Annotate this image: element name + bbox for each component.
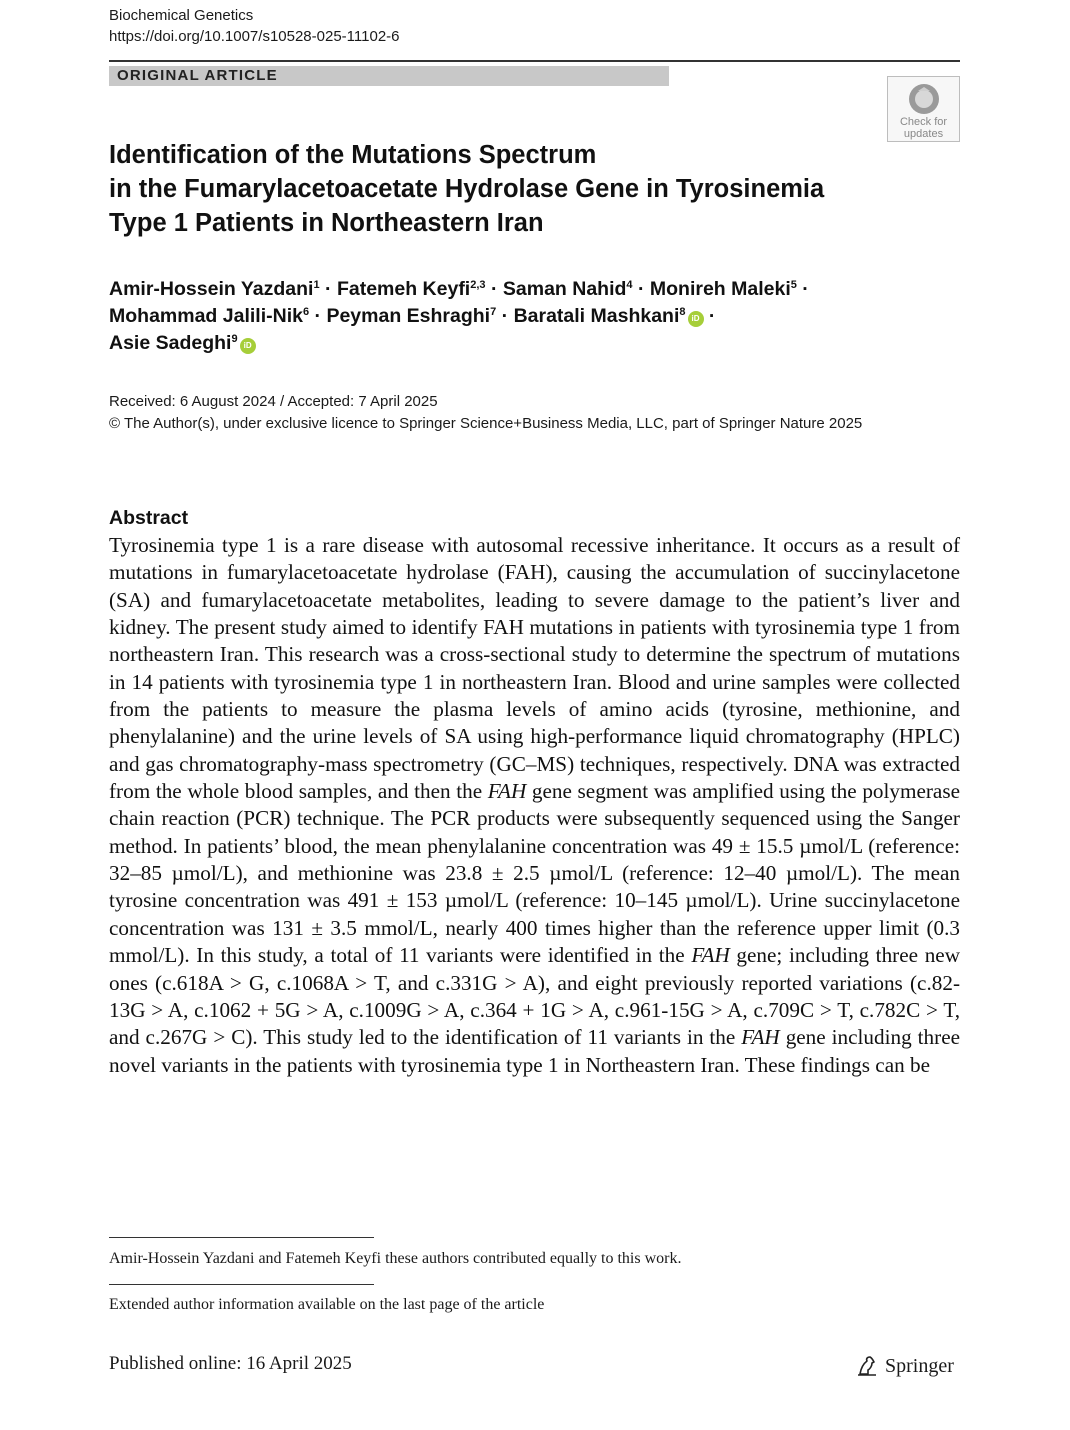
author-name[interactable]: Peyman Eshraghi (326, 305, 491, 327)
abstract-segment: gene including three novel variants in the patients with tyrosinemia type 1 in Northeastern Iran. These findings can be (109, 1025, 961, 1077)
author-affiliation: 2,3 (470, 279, 486, 291)
check-for-updates-badge[interactable] (887, 76, 960, 142)
abstract-segment: Tyrosinemia type 1 is a rare disease with autosomal recessive inheritance. It occurs as a result of mutations in fumarylacetoacetate hydrolase (FAH), causing the accumulation of succinylacetone (SA) and fumarylacetoacetate metabolites, leading to severe damage to the patient’s liver and kidney. The present study aimed to identify FAH mutations in patients with tyrosinemia type 1 from northeastern Iran. This research was a cross-sectional study to determine the spectrum of mutations in 14 patients with tyrosinemia type 1 in northeastern Iran. Blood and urine samples were collected from the patients to measure the plasma levels of amino acids (tyrosine, methionine, and phenylalanine) and the urine levels of SA using high-performance liquid chromatography (HPLC) and gas chromatography-mass spectrometry (GC–MS) techniques, respectively. DNA was extracted from the whole blood samples, and then the (109, 533, 960, 804)
author-name[interactable]: Amir-Hossein Yazdani (109, 278, 314, 300)
article-title (109, 138, 929, 240)
author-affiliation: 9 (231, 333, 238, 345)
orcid-icon[interactable]: iD (240, 338, 256, 354)
author-name[interactable]: Saman Nahid (502, 278, 627, 300)
abstract-heading: Abstract (109, 507, 189, 529)
check-updates-icon (905, 82, 943, 116)
footnote-equal-contribution: Amir-Hossein Yazdani and Fatemeh Keyfi these authors contributed equally to this work. (109, 1250, 682, 1267)
publication-dates (109, 391, 949, 435)
title-line-3: Type 1 Patients in Northeastern Iran (109, 209, 544, 237)
article-type-label: ORIGINAL ARTICLE (109, 66, 669, 86)
author-name[interactable]: Baratali Mashkani (513, 305, 680, 327)
header-rule (109, 60, 960, 62)
received-accepted: Received: 6 August 2024 / Accepted: 7 April 2025 (109, 393, 438, 410)
abstract-segment: gene; including three new ones (c.618A > G, c.1068A > T, and c.331G > A), and eight previously reported variations (c.82-13G > A, c.1062 + 5G > A, c.1009G > A, c.364 + 1G > A, c.961-15G > A, c.709C > T, c.782C > T, and c.267G > C). This study led to the identification of 11 variants in the (109, 943, 960, 1050)
author-name[interactable]: Fatemeh Keyfi (336, 278, 471, 300)
check-updates-text-2: updates (903, 128, 944, 140)
author-list: Amir-Hossein Yazdani$^1$ · Fatemeh Keyfi$^{2,3}$ · Saman Nahid$^4$ · Monireh Maleki$^5$ · Mohammad Jalili-Nik$^6$ · Peyman Eshraghi$^7$ · Baratali Mashkani$^8$iD · Asie Sadeghi$^9$iD (109, 278, 809, 354)
footnote-rule (109, 1284, 374, 1285)
footnote-rule (109, 1237, 374, 1238)
publisher-name: Springer (885, 1355, 954, 1377)
author-name[interactable]: Monireh Maleki (649, 278, 791, 300)
footnote-extended-info: Extended author information available on the last page of the article (109, 1296, 545, 1313)
author-name[interactable]: Asie Sadeghi (109, 332, 232, 354)
title-line-2: in the Fumarylacetoacetate Hydrolase Gene in Tyrosinemia (109, 175, 825, 203)
author-affiliation: 5 (790, 279, 797, 291)
gene-name: FAH (741, 1025, 780, 1050)
publisher-logo (855, 1353, 954, 1379)
author-affiliation: 8 (679, 306, 686, 318)
doi-link[interactable]: https://doi.org/10.1007/s10528-025-11102-6 (109, 28, 400, 45)
author-affiliation: 1 (313, 279, 320, 291)
abstract-text (109, 532, 960, 1079)
gene-name: FAH (691, 943, 730, 968)
orcid-icon[interactable]: iD (688, 311, 704, 327)
gene-name: FAH (487, 779, 527, 804)
author-name[interactable]: Mohammad Jalili-Nik (109, 305, 303, 327)
author-affiliation: 4 (626, 279, 633, 291)
abstract-segment: gene segment was amplified using the polymerase chain reaction (PCR) technique. The PCR products were subsequently sequenced using the Sanger method. In patients’ blood, the mean phenylalanine concentration was 49 ± 15.5 µmol/L (reference: 32–85 µmol/L), and methionine was 23.8 ± 2.5 µmol/L (reference: 12–40 µmol/L). The mean tyrosine concentration was 491 ± 153 µmol/L (reference: 10–145 µmol/L). Urine succinylacetone concentration was 131 ± 3.5 mmol/L, nearly 400 times higher than the reference upper limit (0.3 mmol/L). In this study, a total of 11 variants were identified in the (109, 779, 960, 968)
springer-horse-icon (855, 1354, 879, 1378)
journal-name: Biochemical Genetics (109, 7, 254, 24)
author-affiliation: 6 (302, 306, 310, 318)
check-updates-text-1: Check for (899, 116, 948, 128)
copyright-notice: © The Author(s), under exclusive licence to Springer Science+Business Media, LLC, part of Springer Nature 2025 (109, 415, 863, 432)
author-affiliation: 7 (490, 306, 497, 318)
title-line-1: Identification of the Mutations Spectrum (109, 141, 597, 169)
published-online-date: Published online: 16 April 2025 (109, 1353, 352, 1374)
